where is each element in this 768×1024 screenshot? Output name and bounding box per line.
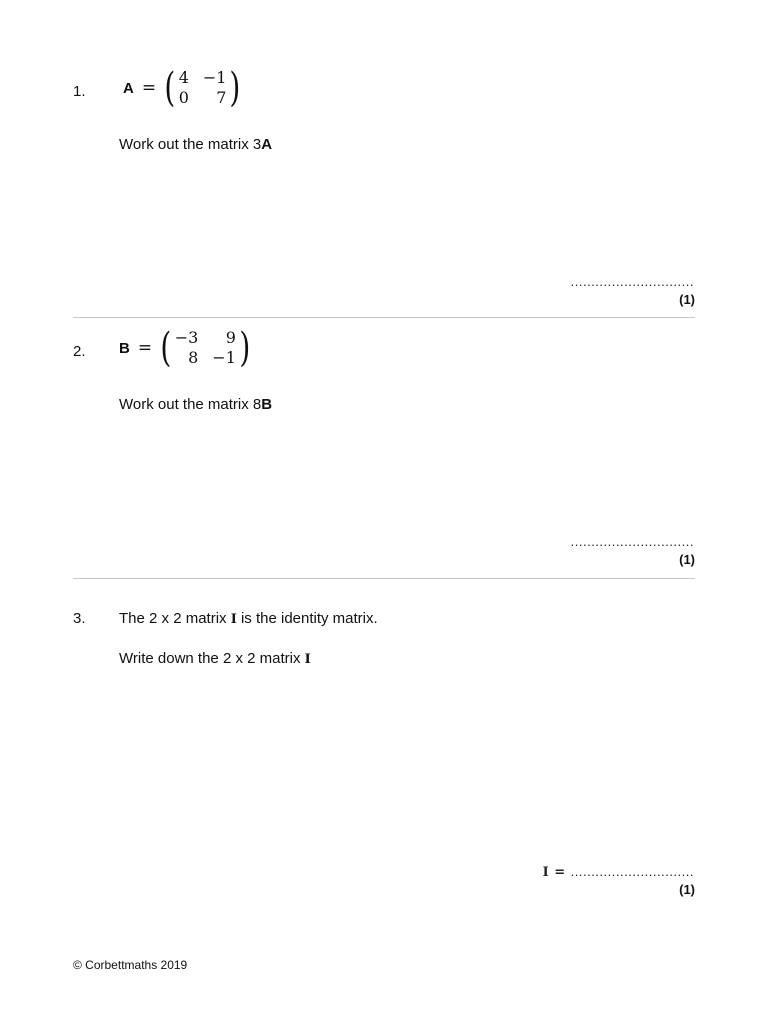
question-1-number: 1. [73,83,86,100]
question-3-number: 3. [73,610,86,627]
question-3-answer-line [543,864,694,880]
question-2-answer-line: .............................. [570,534,694,549]
matrix-a-cell: 4 [178,68,189,87]
question-1-answer-line: .............................. [570,274,694,289]
answer-prefix: I = [542,865,571,880]
matrix-b-cell: −3 [174,328,199,347]
question-3-line-2-pre: Write down the 2 x 2 matrix [119,650,305,667]
matrix-b-label: B [119,339,130,357]
copyright-footer: © Corbettmaths 2019 [73,958,188,972]
matrix-a [179,68,227,108]
matrix-b-cell: 8 [188,348,199,367]
question-2-instruction [119,396,272,413]
matrix-b-cell: −1 [212,348,236,367]
left-paren: ( [164,65,176,111]
answer-dots: .............................. [570,864,694,879]
question-1-instruction [119,136,272,153]
matrix-a-cell: 7 [216,88,227,107]
left-paren: ( [160,325,172,371]
equals-sign: = [137,338,153,358]
question-3-line-1-post: is the identity matrix. [236,610,378,627]
identity-symbol: I [230,612,237,627]
equals-sign: = [141,78,157,98]
divider [73,578,695,579]
question-2-number: 2. [73,343,86,360]
question-2-instruction-text: Work out the matrix 8 [119,396,262,413]
question-1-instruction-text: Work out the matrix 3 [119,136,262,153]
identity-symbol: I [304,652,311,667]
right-paren: ) [239,325,251,371]
question-1-instruction-symbol: A [261,136,273,153]
question-1-equation [123,65,243,111]
matrix-a-cell: 0 [178,88,189,107]
matrix-b-cell: 9 [225,328,236,347]
right-paren: ) [229,65,241,111]
question-3-line-1 [119,610,378,627]
matrix-a-label: A [123,79,134,97]
question-3-marks: (1) [679,882,695,897]
divider [73,317,695,318]
question-2-marks: (1) [679,552,695,567]
question-3-line-2 [119,650,311,667]
question-2-equation [119,325,253,371]
question-1-marks: (1) [679,292,695,307]
matrix-b [175,328,236,368]
matrix-a-cell: −1 [202,68,227,87]
question-3-line-1-pre: The 2 x 2 matrix [119,610,231,627]
question-2-instruction-symbol: B [261,396,273,413]
